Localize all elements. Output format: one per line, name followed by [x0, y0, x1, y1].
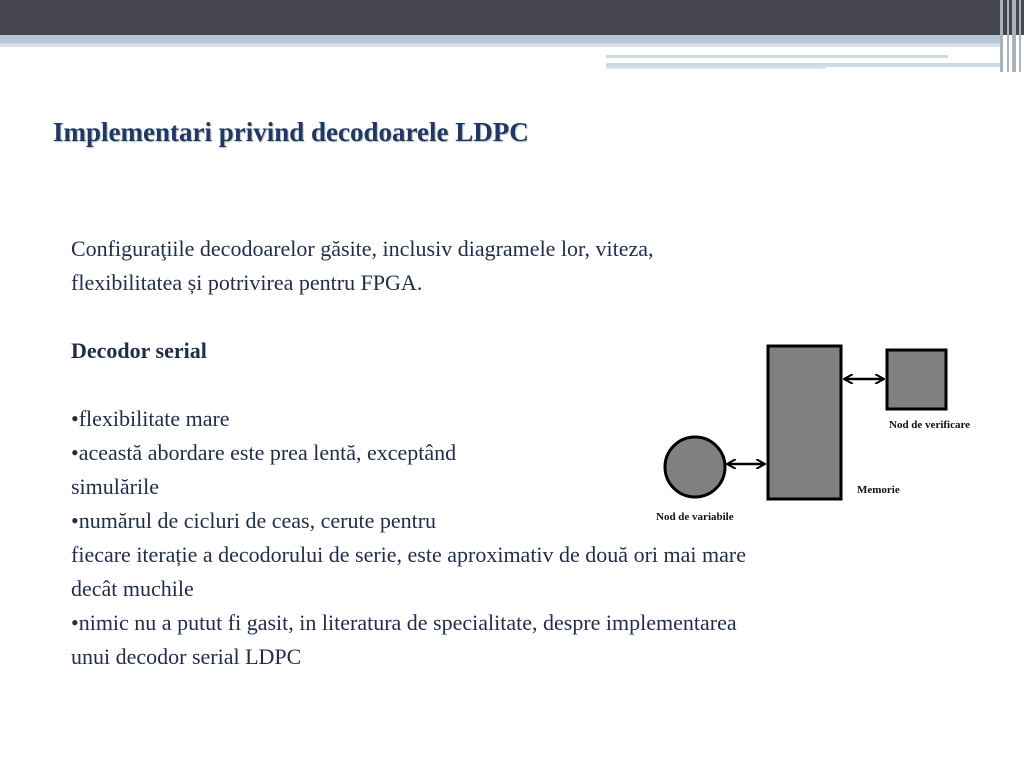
bullet-line: •flexibilitate mare — [71, 406, 230, 431]
corner-ornament — [998, 0, 1024, 72]
memory-block — [768, 346, 841, 499]
bullet-line: simulările — [71, 474, 159, 499]
decorative-line — [606, 67, 826, 69]
bullet-line: •nimic nu a putut fi gasit, in literatura de specialitate, despre implementarea — [71, 610, 737, 635]
header-bar — [0, 0, 1024, 35]
bullet-item — [71, 606, 971, 674]
section-heading: Decodor serial — [71, 338, 207, 363]
intro-text-line: Configuraţiile decodoarelor găsite, inclusiv diagramele lor, viteza, — [71, 236, 654, 261]
diagram-graphic — [650, 340, 1010, 540]
decorative-line — [606, 55, 948, 58]
decoder-diagram — [650, 340, 1010, 540]
bullet-line: unui decodor serial LDPC — [71, 644, 302, 669]
memory-label: Memorie — [857, 484, 900, 496]
variable-node-label: Nod de variabile — [656, 511, 734, 523]
bullet-line: •această abordare este prea lentă, exceptând — [71, 440, 457, 465]
slide-title: Implementari privind decodoarele LDPC — [53, 117, 529, 147]
intro-text-line: flexibilitatea și potrivirea pentru FPGA. — [71, 270, 423, 295]
check-node — [887, 350, 946, 409]
header-stripe — [0, 35, 1000, 43]
bullet-line: fiecare iterație a decodorului de serie, este aproximativ de două ori mai mare — [71, 542, 746, 567]
header-stripe-light — [0, 43, 1000, 47]
check-node-label: Nod de verificare — [889, 419, 971, 431]
bullet-line: •numărul de cicluri de ceas, cerute pentru — [71, 508, 437, 533]
variable-node — [665, 437, 725, 497]
bullet-line: decât muchile — [71, 576, 194, 601]
